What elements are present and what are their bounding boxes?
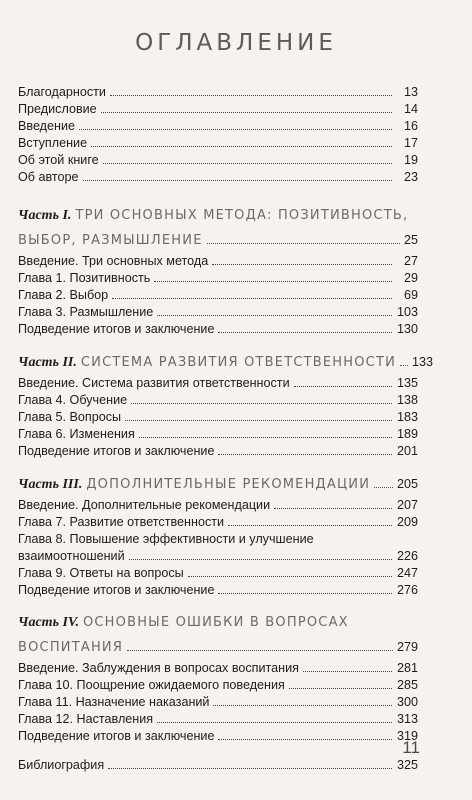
dot-leader xyxy=(212,264,392,265)
toc-entry-title: Глава 9. Ответы на вопросы xyxy=(18,566,184,580)
toc-entry-title: Предисловие xyxy=(18,102,97,116)
part-title: ТРИ ОСНОВНЫХ МЕТОДА: ПОЗИТИВНОСТЬ, xyxy=(75,208,409,223)
dot-leader xyxy=(207,243,400,244)
toc-entry-title: Глава 10. Поощрение ожидаемого поведения xyxy=(18,678,285,692)
toc-entry xyxy=(18,287,418,304)
toc-entry-page: 201 xyxy=(396,444,418,458)
page-number: 11 xyxy=(402,738,420,757)
toc-entry xyxy=(18,253,418,270)
toc-entry-title: Глава 2. Выбор xyxy=(18,288,109,302)
toc-entry-title: Глава 6. Изменения xyxy=(18,427,135,441)
toc-entry-page: 325 xyxy=(396,758,418,772)
toc-entry xyxy=(18,514,418,531)
toc-entry-page: 207 xyxy=(396,498,418,512)
toc-entry-title: Введение. Система развития ответственности xyxy=(18,376,290,390)
part-label: Часть IV. xyxy=(18,615,79,630)
dot-leader xyxy=(103,163,392,164)
toc-entry-page: 138 xyxy=(396,393,418,407)
dot-leader xyxy=(228,525,392,526)
toc-entry-page: 14 xyxy=(403,102,418,116)
part-title: ДОПОЛНИТЕЛЬНЫЕ РЕКОМЕНДАЦИИ xyxy=(86,477,371,492)
dot-leader xyxy=(91,146,392,147)
dot-leader xyxy=(79,129,392,130)
toc-entry-title: Введение xyxy=(18,119,76,133)
toc-entry xyxy=(18,497,418,514)
toc-entry xyxy=(18,443,418,460)
dot-leader xyxy=(218,593,392,594)
toc-entry xyxy=(18,728,418,745)
toc-entry xyxy=(18,304,418,321)
dot-leader xyxy=(218,454,392,455)
toc-entry-page: 29 xyxy=(403,271,418,285)
toc-entry-title: Глава 4. Обучение xyxy=(18,393,128,407)
page-title: ОГЛАВЛЕНИЕ xyxy=(135,30,337,56)
toc-entry-page: 313 xyxy=(396,712,418,726)
toc-entry-title: Вступление xyxy=(18,136,88,150)
dot-leader xyxy=(101,112,392,113)
toc-entry-title: Глава 12. Наставления xyxy=(18,712,154,726)
toc-entry xyxy=(18,392,418,409)
toc-entry-title: Благодарности xyxy=(18,85,106,99)
part-label: Часть I. xyxy=(18,208,72,223)
part-title: ВЫБОР, РАЗМЫШЛЕНИЕ xyxy=(18,233,203,248)
dot-leader xyxy=(374,487,393,488)
dot-leader xyxy=(294,386,392,387)
part-heading xyxy=(18,204,418,228)
part-title: ОСНОВНЫЕ ОШИБКИ В ВОПРОСАХ xyxy=(82,615,349,630)
toc-entry xyxy=(18,694,418,711)
part-page: 205 xyxy=(396,477,418,491)
toc-entry xyxy=(18,548,418,565)
dot-leader xyxy=(157,722,392,723)
part-page: 279 xyxy=(396,640,418,654)
toc-entry xyxy=(18,84,418,101)
dot-leader xyxy=(83,180,392,181)
toc-entry-page: 23 xyxy=(403,170,418,184)
dot-leader xyxy=(129,559,392,560)
table-of-contents xyxy=(18,84,434,774)
toc-entry-page: 281 xyxy=(396,661,418,675)
part-heading xyxy=(18,472,418,497)
toc-entry-title: Подведение итогов и заключение xyxy=(18,444,215,458)
dot-leader xyxy=(108,768,392,769)
toc-entry-title: Подведение итогов и заключение xyxy=(18,729,215,743)
toc-entry-page: 319 xyxy=(396,729,418,743)
toc-entry-page: 247 xyxy=(396,566,418,580)
toc-entry-page: 285 xyxy=(396,678,418,692)
dot-leader xyxy=(112,298,392,299)
dot-leader xyxy=(274,508,392,509)
toc-entry-page: 135 xyxy=(396,376,418,390)
toc-entry-title: Об этой книге xyxy=(18,153,99,167)
toc-entry-page: 130 xyxy=(396,322,418,336)
toc-entry xyxy=(18,582,418,599)
toc-entry-page: 189 xyxy=(396,427,418,441)
dot-leader xyxy=(303,671,392,672)
toc-entry-page: 276 xyxy=(396,583,418,597)
toc-entry xyxy=(18,711,418,728)
toc-entry-title: Глава 3. Размышление xyxy=(18,305,154,319)
part-label: Часть II. xyxy=(18,355,77,370)
part-title: СИСТЕМА РАЗВИТИЯ ОТВЕТСТВЕННОСТИ xyxy=(80,355,397,370)
toc-entry-bibliography xyxy=(18,757,418,774)
toc-entry-title: Введение. Заблуждения в вопросах воспитания xyxy=(18,661,299,675)
toc-entry xyxy=(18,660,418,677)
toc-entry-page: 19 xyxy=(403,153,418,167)
toc-entry-page: 13 xyxy=(403,85,418,99)
part-page: 133 xyxy=(412,355,434,369)
dot-leader xyxy=(154,281,392,282)
dot-leader xyxy=(127,650,393,651)
toc-entry-title: Глава 5. Вопросы xyxy=(18,410,122,424)
toc-entry-page: 300 xyxy=(396,695,418,709)
toc-entry-page: 103 xyxy=(396,305,418,319)
dot-leader xyxy=(218,739,392,740)
toc-entry-title: Глава 7. Развитие ответственности xyxy=(18,515,225,529)
toc-entry-title: Библиография xyxy=(18,758,105,772)
toc-entry xyxy=(18,321,418,338)
dot-leader xyxy=(110,95,392,96)
dot-leader xyxy=(131,403,392,404)
toc-entry xyxy=(18,101,418,118)
part-heading xyxy=(18,350,434,375)
toc-entry-page: 17 xyxy=(403,136,418,150)
dot-leader xyxy=(218,332,392,333)
toc-entry-page: 69 xyxy=(403,288,418,302)
dot-leader xyxy=(188,576,392,577)
toc-entry xyxy=(18,409,418,426)
toc-entry-title: Введение. Три основных метода xyxy=(18,254,209,268)
part-label: Часть III. xyxy=(18,477,83,492)
part-title: ВОСПИТАНИЯ xyxy=(18,640,124,655)
part-page: 25 xyxy=(403,233,418,247)
toc-entry xyxy=(18,135,418,152)
toc-entry-page: 226 xyxy=(396,549,418,563)
toc-entry-title: Глава 11. Назначение наказаний xyxy=(18,695,210,709)
toc-entry xyxy=(18,169,418,186)
toc-entry-page: 183 xyxy=(396,410,418,424)
part-heading xyxy=(18,611,418,635)
toc-entry xyxy=(18,152,418,169)
toc-entry xyxy=(18,118,418,135)
toc-entry-title: взаимоотношений xyxy=(18,549,125,563)
toc-entry-wrapped-line: Глава 8. Повышение эффективности и улучшение xyxy=(18,532,314,546)
toc-entry-page: 209 xyxy=(396,515,418,529)
toc-entry-title: Глава 1. Позитивность xyxy=(18,271,151,285)
dot-leader xyxy=(139,437,392,438)
toc-entry-title: Об авторе xyxy=(18,170,79,184)
dot-leader xyxy=(213,705,392,706)
toc-entry xyxy=(18,677,418,694)
toc-entry-page: 27 xyxy=(403,254,418,268)
dot-leader xyxy=(400,365,408,366)
toc-entry xyxy=(18,375,418,392)
toc-entry-title: Подведение итогов и заключение xyxy=(18,322,215,336)
dot-leader xyxy=(157,315,392,316)
toc-entry-title: Подведение итогов и заключение xyxy=(18,583,215,597)
dot-leader xyxy=(289,688,392,689)
toc-entry-title: Введение. Дополнительные рекомендации xyxy=(18,498,271,512)
toc-entry xyxy=(18,270,418,287)
toc-entry-page: 16 xyxy=(403,119,418,133)
toc-entry xyxy=(18,426,418,443)
dot-leader xyxy=(125,420,392,421)
toc-entry xyxy=(18,565,418,582)
part-heading-continued xyxy=(18,635,418,660)
part-heading-continued xyxy=(18,228,418,253)
